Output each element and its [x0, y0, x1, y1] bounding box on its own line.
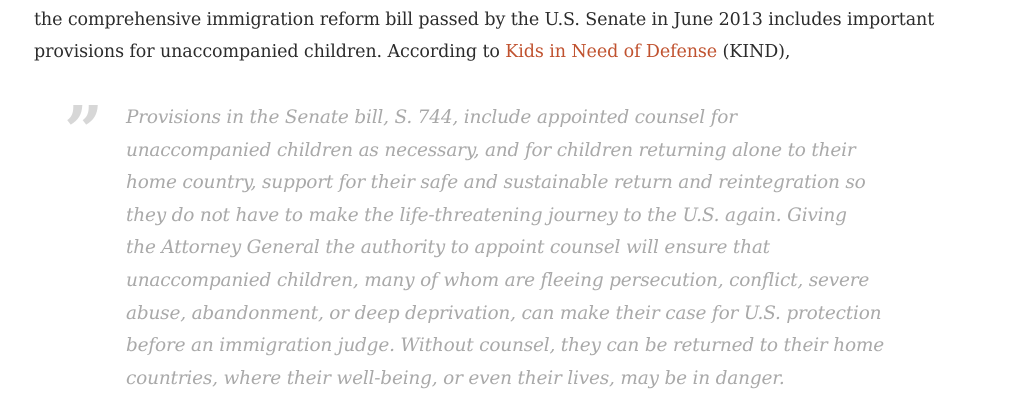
intro-line-1: the comprehensive immigration reform bill passed by the U.S. Senate in June 2013 includes important: [34, 10, 935, 30]
quote-line: before an immigration judge. Without counsel, they can be returned to their home: [126, 335, 885, 357]
quote-line: countries, where their well-being, or even their lives, may be in danger.: [126, 367, 785, 389]
quote-line: abuse, abandonment, or deep deprivation, can make their case for U.S. protection: [126, 302, 882, 324]
quote-mark-icon: ”: [64, 92, 104, 172]
quote-line: the Attorney General the authority to appoint counsel will ensure that: [126, 237, 770, 259]
quote-line: unaccompanied children as necessary, and for children returning alone to their: [126, 139, 856, 161]
intro-line-2-end: (KIND),: [717, 42, 791, 62]
quote-line: unaccompanied children, many of whom are fleeing persecution, conflict, severe: [126, 269, 870, 291]
article-content: [34, 0, 994, 389]
quote-text: [126, 102, 976, 395]
kind-link[interactable]: Kids in Need of Defense: [505, 42, 718, 62]
intro-paragraph: [34, 4, 994, 68]
quote-line: home country, support for their safe and sustainable return and reintegration so: [126, 172, 866, 194]
quote-line: Provisions in the Senate bill, S. 744, include appointed counsel for: [126, 107, 737, 128]
quote-line: they do not have to make the life-threatening journey to the U.S. again. Giving: [126, 204, 847, 226]
intro-line-2-start: provisions for unaccompanied children. According to: [34, 42, 506, 62]
